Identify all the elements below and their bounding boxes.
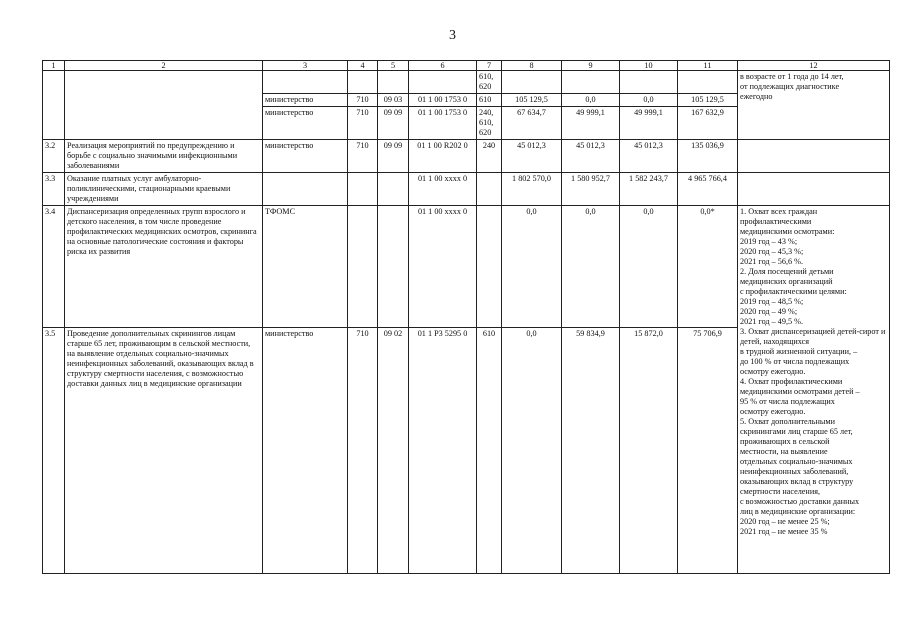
cell-c10: 0,0 (620, 94, 678, 107)
cell-c5 (378, 71, 409, 94)
cell-c6 (409, 71, 477, 94)
cell-c11: 135 036,9 (678, 140, 738, 173)
cell-name: Реализация мероприятий по предупреждению и борьбе с социально значимыми инфекционными заболеваниями (65, 140, 263, 173)
cell-c7 (477, 173, 502, 206)
cell-c8: 1 802 570,0 (502, 173, 562, 206)
cell-exec (263, 173, 348, 206)
cell-c7: 610 (477, 328, 502, 574)
cell-exec: министерство (263, 94, 348, 107)
cell-indicators: 1. Охват всех граждан профилактическими медицинскими осмотрами: 2019 год – 43 %; 2020 год – 45,3 %; 2021 год – 56,6 %. 2. Доля посещений детьми медицинских организаций с профилактическими целями: 2019 год – 48,5 %; 2020 год – 49 %; 2021 год – 49,5 %. 3. Охват диспансеризацией детей-сирот и детей, находящихся в трудной жизненной ситуации, – до 100 % от числа подлежащих осмотру ежегодно. 4. Охват профилактическими медицинскими осмотрами детей – 95 % от числа подлежащих осмотру ежегодно. 5. Охват дополнительными скринингами лиц старше 65 лет, проживающих в сельской местности, на выявление отдельных социально-значимых неинфекционных заболеваний, оказывающих вклад в структуру смертности населения, с возможностью доставки данных лиц в медицинские организации: 2020 год – не менее 25 %; 2021 год – не менее 35 % (738, 206, 890, 574)
cell-c11: 167 632,9 (678, 107, 738, 140)
cell-c11: 4 965 766,4 (678, 173, 738, 206)
cell-c8: 67 634,7 (502, 107, 562, 140)
cell-c11 (678, 71, 738, 94)
table-row (43, 173, 890, 206)
header-cell: 5 (378, 61, 409, 71)
cell-num: 3.4 (43, 206, 65, 328)
cell-name: Проведение дополнительных скринингов лицам старше 65 лет, проживающим в сельской местности, на выявление отдельных социально-значимых неинфекционных заболеваний, оказывающих вклад в структуру смертности населения, с возможностью доставки данных лиц в медицинские организации (65, 328, 263, 574)
cell-indicator (738, 173, 890, 206)
header-cell: 4 (348, 61, 378, 71)
cell-c6: 01 1 00 R202 0 (409, 140, 477, 173)
cell-c9: 0,0 (562, 94, 620, 107)
table-row (43, 140, 890, 173)
header-cell: 3 (263, 61, 348, 71)
cell-c11: 105 129,5 (678, 94, 738, 107)
header-cell: 11 (678, 61, 738, 71)
cell-c10 (620, 71, 678, 94)
cell-c6: 01 1 00 xxxx 0 (409, 206, 477, 328)
cell-c10: 15 872,0 (620, 328, 678, 574)
cell-c4: 710 (348, 140, 378, 173)
cell-c4 (348, 71, 378, 94)
cell-c10: 45 012,3 (620, 140, 678, 173)
cell-c10: 0,0 (620, 206, 678, 328)
cell-c10: 49 999,1 (620, 107, 678, 140)
cell-c4 (348, 173, 378, 206)
cell-c6: 01 1 00 xxxx 0 (409, 173, 477, 206)
cell-c9: 1 580 952,7 (562, 173, 620, 206)
header-row (43, 61, 890, 71)
header-cell: 2 (65, 61, 263, 71)
cell-c9: 45 012,3 (562, 140, 620, 173)
cell-c11: 75 706,9 (678, 328, 738, 574)
cell-c7: 240 (477, 140, 502, 173)
cell-c10: 1 582 243,7 (620, 173, 678, 206)
cell-c7: 610, 620 (477, 71, 502, 94)
header-cell: 12 (738, 61, 890, 71)
cell-num: 3.5 (43, 328, 65, 574)
header-cell: 7 (477, 61, 502, 71)
cell-c5: 09 03 (378, 94, 409, 107)
cell-c6: 01 1 Р3 5295 0 (409, 328, 477, 574)
cell-exec: министерство (263, 328, 348, 574)
header-cell: 10 (620, 61, 678, 71)
program-table (42, 60, 890, 574)
page-number: 3 (449, 28, 456, 43)
cell-c4 (348, 206, 378, 328)
cell-c8: 0,0 (502, 328, 562, 574)
cell-exec: министерство (263, 107, 348, 140)
cell-c9: 59 834,9 (562, 328, 620, 574)
cell-c5: 09 09 (378, 140, 409, 173)
cell-num: 3.2 (43, 140, 65, 173)
cell-c8: 0,0 (502, 206, 562, 328)
cell-num (43, 71, 65, 140)
cell-c5: 09 02 (378, 328, 409, 574)
cell-c5 (378, 206, 409, 328)
cell-c5 (378, 173, 409, 206)
cell-num: 3.3 (43, 173, 65, 206)
header-cell: 6 (409, 61, 477, 71)
cell-name: Оказание платных услуг амбулаторно-поликлиническими, стационарными краевыми учреждениями (65, 173, 263, 206)
cell-indicator-top: в возрасте от 1 года до 14 лет, от подлежащих диагностике ежегодно (738, 71, 890, 140)
cell-c9: 0,0 (562, 206, 620, 328)
header-cell: 9 (562, 61, 620, 71)
header-cell: 8 (502, 61, 562, 71)
cell-c7: 240, 610, 620 (477, 107, 502, 140)
cell-c8: 105 129,5 (502, 94, 562, 107)
table-row (43, 71, 890, 94)
cell-exec (263, 71, 348, 94)
cell-name (65, 71, 263, 140)
cell-c7: 610 (477, 94, 502, 107)
cell-exec: министерство (263, 140, 348, 173)
cell-c4: 710 (348, 94, 378, 107)
header-cell: 1 (43, 61, 65, 71)
cell-c5: 09 09 (378, 107, 409, 140)
cell-c6: 01 1 00 1753 0 (409, 94, 477, 107)
cell-c8: 45 012,3 (502, 140, 562, 173)
cell-name: Диспансеризация определенных групп взрослого и детского населения, в том числе проведение профилактических медицинских осмотров, скрининга на основные патологические состояния и факторы риска их развития (65, 206, 263, 328)
cell-c6: 01 1 00 1753 0 (409, 107, 477, 140)
cell-indicator (738, 140, 890, 173)
cell-c4: 710 (348, 107, 378, 140)
cell-exec: ТФОМС (263, 206, 348, 328)
cell-c8 (502, 71, 562, 94)
cell-c4: 710 (348, 328, 378, 574)
table-row (43, 206, 890, 328)
cell-c7 (477, 206, 502, 328)
cell-c9 (562, 71, 620, 94)
cell-c11: 0,0* (678, 206, 738, 328)
cell-c9: 49 999,1 (562, 107, 620, 140)
